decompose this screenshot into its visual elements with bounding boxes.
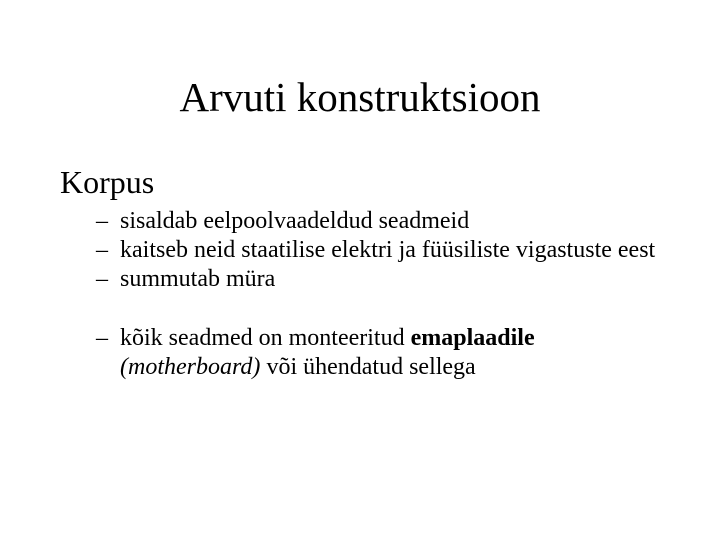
bullet-dash: – bbox=[96, 237, 108, 263]
bullet-text: sisaldab eelpoolvaadeldud seadmeid bbox=[120, 208, 470, 234]
bullet-dash: – bbox=[96, 325, 108, 351]
bullet-text: kaitseb neid staatilise elektri ja füüsiliste vigastuste eest bbox=[120, 237, 656, 263]
bullet-list bbox=[96, 207, 696, 382]
bullet-italic-term: (motherboard) bbox=[120, 354, 261, 380]
slide-title: Arvuti konstruktsioon bbox=[179, 74, 541, 120]
bullet-dash: – bbox=[96, 266, 108, 292]
bullet-text-end: või ühendatud sellega bbox=[260, 354, 476, 380]
bullet-bold-term: emaplaadile bbox=[410, 325, 535, 351]
list-item bbox=[96, 324, 696, 382]
list-item bbox=[96, 236, 696, 265]
bullet-text-start: kõik seadmed on monteeritud bbox=[120, 325, 411, 351]
bullet-text: summutab müra bbox=[120, 266, 276, 292]
slide-heading: Korpus bbox=[60, 164, 155, 200]
list-item bbox=[96, 265, 696, 294]
bullet-dash: – bbox=[96, 208, 108, 234]
list-item bbox=[96, 207, 696, 236]
